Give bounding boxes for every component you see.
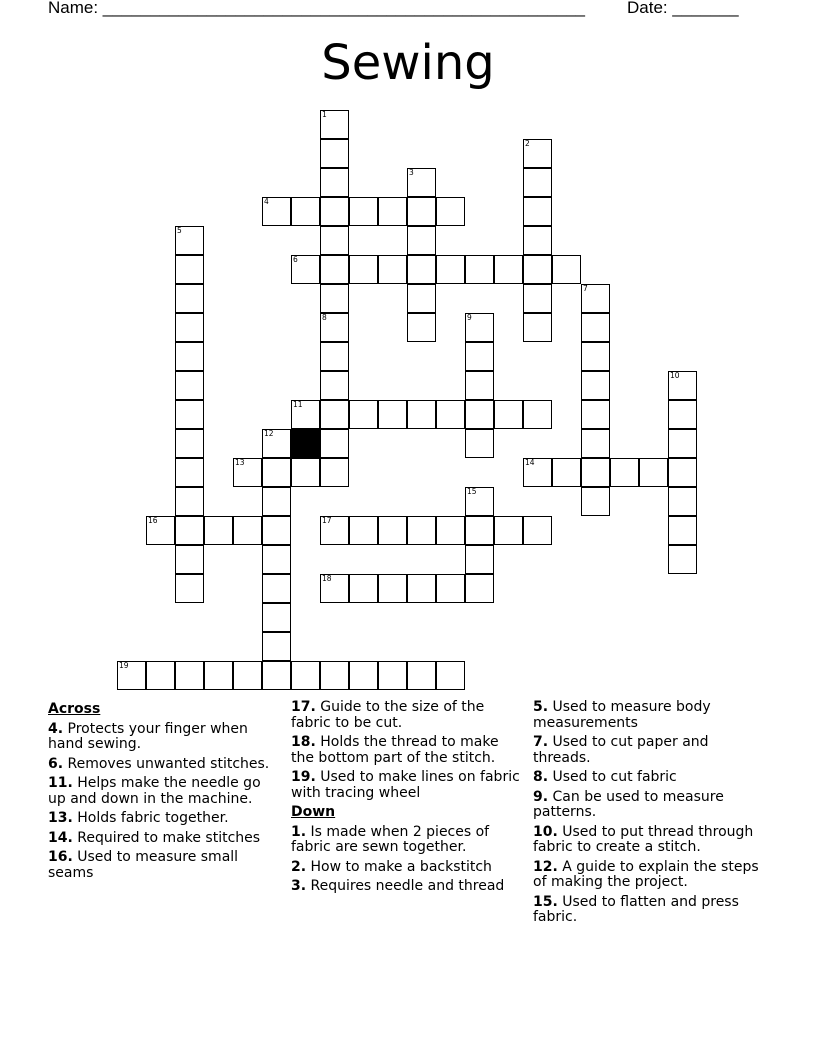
clue-text: Holds fabric together.	[72, 810, 229, 826]
crossword-cell[interactable]	[262, 545, 291, 574]
clue-text: Removes unwanted stitches.	[63, 755, 270, 772]
clue-item	[291, 735, 523, 766]
clue-number: 12.	[533, 858, 558, 875]
blocked-cell	[291, 429, 320, 458]
crossword-cell[interactable]	[668, 429, 697, 458]
clue-item	[291, 825, 523, 856]
crossword-cell[interactable]	[320, 342, 349, 371]
clue-item	[533, 790, 767, 821]
crossword-cell[interactable]	[668, 545, 697, 574]
crossword-cell[interactable]	[291, 255, 320, 284]
clue-text: Used to cut paper and threads.	[533, 734, 709, 766]
crossword-cell[interactable]	[407, 313, 436, 342]
crossword-cell[interactable]	[581, 284, 610, 313]
clue-item	[533, 700, 767, 731]
name-field-label[interactable]: Name: ___________________________________________________	[48, 0, 585, 17]
clue-number: 18.	[291, 734, 316, 750]
clue-number: 10.	[533, 823, 558, 840]
clue-number-label: 14	[525, 458, 535, 467]
clue-number: 5.	[533, 699, 549, 715]
clue-number: 11.	[48, 775, 73, 791]
crossword-cell[interactable]	[349, 255, 378, 284]
crossword-cell[interactable]	[233, 661, 262, 690]
clue-number: 2.	[291, 858, 307, 875]
clue-number-label: 6	[293, 255, 298, 264]
crossword-cell[interactable]	[349, 400, 378, 429]
clue-item	[48, 722, 276, 753]
crossword-cell[interactable]	[523, 226, 552, 255]
crossword-cell[interactable]	[175, 255, 204, 284]
crossword-cell[interactable]	[320, 139, 349, 168]
clue-number: 15.	[533, 893, 558, 910]
clue-number-label: 11	[293, 400, 303, 409]
crossword-cell[interactable]	[465, 313, 494, 342]
crossword-cell[interactable]	[407, 661, 436, 690]
crossword-cell[interactable]	[175, 284, 204, 313]
crossword-cell[interactable]	[378, 400, 407, 429]
crossword-cell[interactable]	[320, 429, 349, 458]
clue-number-label: 4	[264, 197, 269, 206]
crossword-cell[interactable]	[175, 342, 204, 371]
clue-number-label: 13	[235, 458, 245, 467]
crossword-cell[interactable]	[378, 516, 407, 545]
clue-number-label: 7	[583, 284, 588, 293]
crossword-cell[interactable]	[465, 545, 494, 574]
down-heading: Down	[291, 804, 336, 820]
crossword-cell[interactable]	[668, 400, 697, 429]
crossword-cell[interactable]	[175, 400, 204, 429]
crossword-cell[interactable]	[668, 458, 697, 487]
clue-item	[48, 776, 276, 807]
crossword-cell[interactable]	[233, 516, 262, 545]
clue-number: 4.	[48, 720, 64, 737]
crossword-cell[interactable]	[204, 661, 233, 690]
clue-item	[291, 879, 523, 895]
crossword-cell[interactable]	[581, 458, 610, 487]
crossword-cell[interactable]	[117, 661, 146, 690]
crossword-cell[interactable]	[349, 574, 378, 603]
clue-number-label: 19	[119, 661, 129, 670]
crossword-cell[interactable]	[494, 255, 523, 284]
clue-text: How to make a backstitch	[306, 858, 492, 875]
crossword-cell[interactable]	[291, 458, 320, 487]
clue-text: Guide to the size of the fabric to be cut.	[291, 699, 485, 731]
crossword-cell[interactable]	[320, 313, 349, 342]
crossword-cell[interactable]	[146, 661, 175, 690]
crossword-cell[interactable]	[175, 487, 204, 516]
clue-number-label: 16	[148, 516, 158, 525]
clue-item	[48, 811, 276, 827]
crossword-cell[interactable]	[407, 226, 436, 255]
clue-number-label: 18	[322, 574, 332, 583]
clue-number: 6.	[48, 755, 64, 772]
crossword-cell[interactable]	[320, 400, 349, 429]
clue-number: 8.	[533, 769, 549, 785]
crossword-cell[interactable]	[175, 516, 204, 545]
crossword-cell[interactable]	[552, 255, 581, 284]
clue-number: 1.	[291, 823, 307, 840]
clue-number-label: 17	[322, 516, 332, 525]
crossword-cell[interactable]	[349, 197, 378, 226]
clue-item	[533, 895, 767, 926]
clue-number-label: 12	[264, 429, 274, 438]
crossword-cell[interactable]	[175, 429, 204, 458]
crossword-cell[interactable]	[349, 661, 378, 690]
clue-item	[48, 850, 276, 881]
crossword-cell[interactable]	[262, 197, 291, 226]
clues-column-2	[291, 700, 523, 899]
puzzle-title: Sewing	[321, 35, 495, 91]
crossword-cell[interactable]	[291, 661, 320, 690]
clue-text: Requires needle and thread	[306, 878, 505, 894]
crossword-cell[interactable]	[552, 458, 581, 487]
crossword-cell[interactable]	[465, 255, 494, 284]
down-clue-list	[291, 825, 523, 895]
clue-number: 19.	[291, 769, 316, 785]
clue-text: Used to put thread through fabric to create a stitch.	[533, 823, 754, 855]
crossword-cell[interactable]	[465, 400, 494, 429]
crossword-cell[interactable]	[349, 516, 378, 545]
crossword-cell[interactable]	[320, 516, 349, 545]
clue-number: 13.	[48, 810, 73, 826]
crossword-cell[interactable]	[581, 371, 610, 400]
crossword-cell[interactable]	[320, 458, 349, 487]
clue-item	[291, 770, 523, 801]
clue-item	[533, 735, 767, 766]
date-field-label[interactable]: Date: _______	[627, 0, 739, 17]
crossword-cell[interactable]	[378, 661, 407, 690]
clue-number-label: 8	[322, 313, 327, 322]
crossword-cell[interactable]	[668, 371, 697, 400]
crossword-cell[interactable]	[523, 168, 552, 197]
crossword-cell[interactable]	[407, 516, 436, 545]
clue-text: Required to make stitches	[72, 829, 261, 846]
clue-number-label: 5	[177, 226, 182, 235]
crossword-cell[interactable]	[436, 400, 465, 429]
crossword-cell[interactable]	[523, 284, 552, 313]
crossword-cell[interactable]	[436, 255, 465, 284]
crossword-cell[interactable]	[262, 429, 291, 458]
crossword-cell[interactable]	[465, 487, 494, 516]
crossword-cell[interactable]	[610, 458, 639, 487]
clue-number-label: 9	[467, 313, 472, 322]
down-clue-list-continued	[533, 700, 767, 926]
clue-number: 14.	[48, 829, 73, 846]
crossword-cell[interactable]	[175, 226, 204, 255]
crossword-cell[interactable]	[262, 603, 291, 632]
crossword-cell[interactable]	[320, 371, 349, 400]
crossword-cell[interactable]	[146, 516, 175, 545]
crossword-cell[interactable]	[465, 516, 494, 545]
crossword-cell[interactable]	[668, 487, 697, 516]
crossword-cell[interactable]	[523, 313, 552, 342]
crossword-cell[interactable]	[320, 255, 349, 284]
crossword-cell[interactable]	[262, 516, 291, 545]
crossword-cell[interactable]	[233, 458, 262, 487]
crossword-cell[interactable]	[668, 516, 697, 545]
clue-text: Used to cut fabric	[548, 769, 677, 785]
crossword-cell[interactable]	[523, 197, 552, 226]
crossword-cell[interactable]	[581, 487, 610, 516]
crossword-cell[interactable]	[581, 429, 610, 458]
clue-item	[533, 770, 767, 786]
crossword-cell[interactable]	[407, 574, 436, 603]
clue-item	[48, 831, 276, 847]
crossword-cell[interactable]	[262, 487, 291, 516]
crossword-cell[interactable]	[465, 574, 494, 603]
crossword-cell[interactable]	[320, 661, 349, 690]
crossword-cell[interactable]	[436, 574, 465, 603]
clue-number-label: 15	[467, 487, 477, 496]
clues-column-3	[533, 700, 767, 930]
clue-text: Used to measure small seams	[48, 849, 239, 881]
crossword-cell[interactable]	[175, 313, 204, 342]
clue-number-label: 3	[409, 168, 414, 177]
clue-item	[291, 860, 523, 876]
crossword-cell[interactable]	[436, 661, 465, 690]
clue-text: Used to measure body measurements	[533, 699, 711, 731]
crossword-cell[interactable]	[378, 255, 407, 284]
crossword-cell[interactable]	[523, 139, 552, 168]
crossword-cell[interactable]	[407, 197, 436, 226]
clue-number-label: 10	[670, 371, 680, 380]
crossword-cell[interactable]	[204, 516, 233, 545]
crossword-cell[interactable]	[320, 110, 349, 139]
crossword-cell[interactable]	[523, 255, 552, 284]
clue-number-label: 2	[525, 139, 530, 148]
clue-number: 17.	[291, 699, 316, 715]
crossword-cell[interactable]	[262, 574, 291, 603]
clue-number: 7.	[533, 734, 549, 750]
clue-text: A guide to explain the steps of making the project.	[533, 858, 759, 890]
crossword-cell[interactable]	[494, 400, 523, 429]
crossword-cell[interactable]	[175, 574, 204, 603]
crossword-cell[interactable]	[523, 400, 552, 429]
crossword-cell[interactable]	[291, 400, 320, 429]
crossword-cell[interactable]	[407, 400, 436, 429]
crossword-cell[interactable]	[465, 429, 494, 458]
clue-item	[48, 757, 276, 773]
clue-item	[533, 825, 767, 856]
crossword-cell[interactable]	[581, 342, 610, 371]
crossword-cell[interactable]	[465, 342, 494, 371]
crossword-cell[interactable]	[407, 284, 436, 313]
crossword-cell[interactable]	[262, 661, 291, 690]
crossword-cell[interactable]	[291, 197, 320, 226]
clue-number: 3.	[291, 878, 307, 894]
crossword-cell[interactable]	[523, 458, 552, 487]
crossword-cell[interactable]	[320, 284, 349, 313]
crossword-cell[interactable]	[262, 632, 291, 661]
crossword-cell[interactable]	[320, 197, 349, 226]
crossword-cell[interactable]	[465, 371, 494, 400]
clue-text: Protects your finger when hand sewing.	[48, 720, 248, 752]
clue-text: Helps make the needle go up and down in the machine.	[48, 775, 261, 807]
across-clue-list	[48, 722, 276, 882]
crossword-cell[interactable]	[581, 313, 610, 342]
clue-number: 9.	[533, 788, 549, 805]
crossword-cell[interactable]	[436, 197, 465, 226]
clue-text: Used to make lines on fabric with tracing wheel	[291, 769, 520, 801]
clue-number-label: 1	[322, 110, 327, 119]
clues-column-1	[48, 700, 276, 885]
crossword-cell[interactable]	[639, 458, 668, 487]
crossword-cell[interactable]	[320, 168, 349, 197]
crossword-cell[interactable]	[175, 458, 204, 487]
clue-text: Holds the thread to make the bottom part of the stitch.	[291, 734, 499, 766]
crossword-cell[interactable]	[175, 661, 204, 690]
crossword-cell[interactable]	[494, 516, 523, 545]
crossword-cell[interactable]	[378, 197, 407, 226]
clue-item	[533, 860, 767, 891]
clue-text: Is made when 2 pieces of fabric are sewn together.	[291, 823, 490, 855]
crossword-cell[interactable]	[407, 168, 436, 197]
clue-text: Can be used to measure patterns.	[533, 788, 724, 820]
crossword-cell[interactable]	[175, 545, 204, 574]
crossword-cell[interactable]	[262, 458, 291, 487]
clue-text: Used to flatten and press fabric.	[533, 893, 739, 925]
clue-number: 16.	[48, 849, 73, 865]
crossword-cell[interactable]	[378, 574, 407, 603]
crossword-cell[interactable]	[175, 371, 204, 400]
crossword-cell[interactable]	[320, 574, 349, 603]
crossword-cell[interactable]	[407, 255, 436, 284]
crossword-cell[interactable]	[523, 516, 552, 545]
across-heading: Across	[48, 701, 101, 717]
clue-item	[291, 700, 523, 731]
across-clue-list-continued	[291, 700, 523, 801]
crossword-cell[interactable]	[320, 226, 349, 255]
crossword-cell[interactable]	[581, 400, 610, 429]
crossword-cell[interactable]	[436, 516, 465, 545]
